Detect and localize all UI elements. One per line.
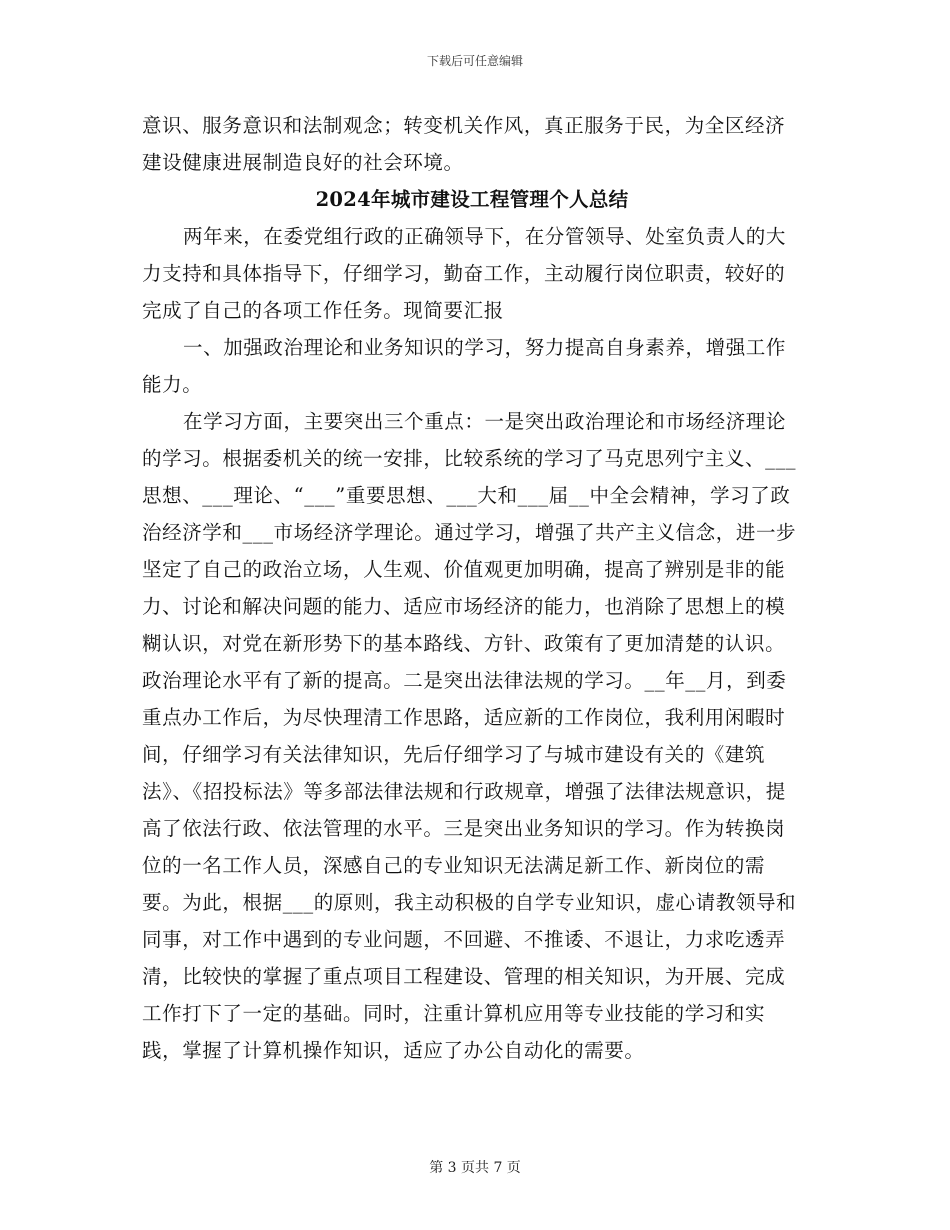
page-footer: 第 3 页共 7 页 xyxy=(429,1160,521,1176)
continued-paragraph: 意识、服务意识和法制观念；转变机关作风，真正服务于民，为全区经济建设健康进展制造良好的社会环境。 xyxy=(142,114,786,174)
document-title: 2024年城市建设工程管理个人总结 xyxy=(315,188,629,211)
section-heading-paragraph: 一、加强政治理论和业务知识的学习，努力提高自身素养，增强工作能力。 xyxy=(142,336,787,396)
body-paragraph: 两年来，在委党组行政的正确领导下，在分管领导、处室负责人的大力支持和具体指导下，仔细学习，勤奋工作，主动履行岗位职责，较好的完成了自己的各项工作任务。现简要汇报 xyxy=(142,225,787,322)
page-header: 下载后可任意编辑 xyxy=(426,54,523,68)
document-body xyxy=(142,107,802,1069)
body-paragraph: 在学习方面，主要突出三个重点：一是突出政治理论和市场经济理论的学习。根据委机关的统一安排，比较系统的学习了马克思列宁主义、___思想、___理论、“___”重要思想、___大和___届__中全会精神，学习了政治经济学和___市场经济学理论。通过学习，增强了共产主义信念，进一步坚定了自己的政治立场，人生观、价值观更加明确，提高了辨别是非的能力、讨论和解决问题的能力、适应市场经济的能力，也消除了思想上的模糊认识，对党在新形势下的基本路线、方针、政策有了更加清楚的认识。政治理论水平有了新的提高。二是突出法律法规的学习。__年__月，到委重点办工作后，为尽快理清工作思路，适应新的工作岗位，我利用闲暇时间，仔细学习有关法律知识，先后仔细学习了与城市建设有关的《建筑法》、《招投标法》等多部法律法规和行政规章，增强了法律法规意识，提高了依法行政、依法管理的水平。三是突出业务知识的学习。作为转换岗位的一名工作人员，深感自己的专业知识无法满足新工作、新岗位的需要。为此，根据___的原则，我主动积极的自学专业知识，虚心请教领导和同事，对工作中遇到的专业问题，不回避、不推诿、不退让，力求吃透弄清，比较快的掌握了重点项目工程建设、管理的相关知识，为开展、完成工作打下了一定的基础。同时，注重计算机应用等专业技能的学习和实践，掌握了计算机操作知识，适应了办公自动化的需要。 xyxy=(142,410,797,1062)
